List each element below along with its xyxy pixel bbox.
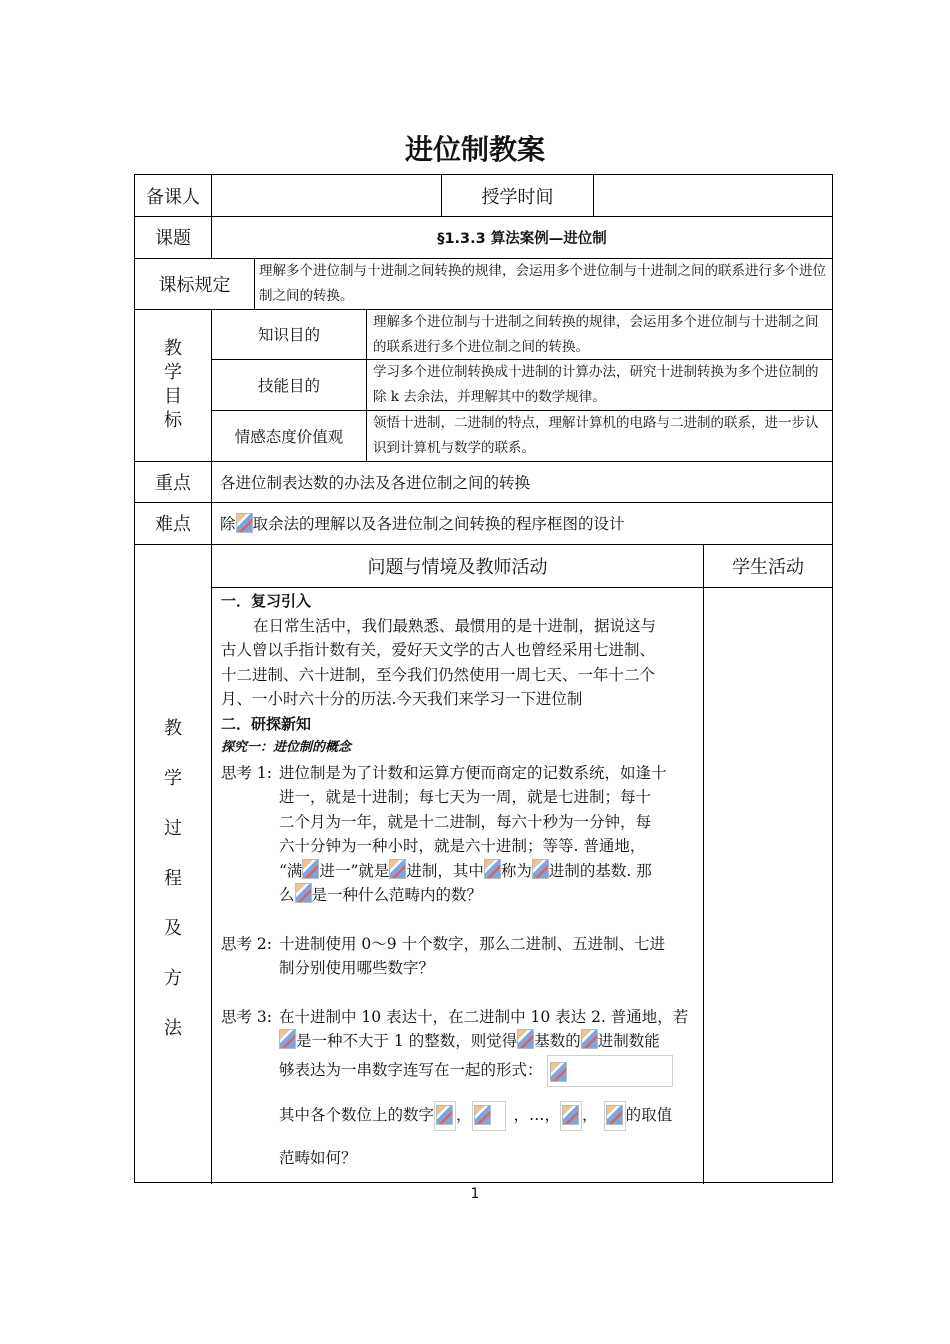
difficulty-label: 难点 bbox=[155, 514, 191, 535]
process-char: 教 bbox=[164, 718, 182, 739]
teaching-time-value bbox=[594, 175, 832, 216]
paragraph-line: 月、一小时六十分的历法.今天我们来学习一下进位制 bbox=[221, 690, 583, 708]
text-run: ， bbox=[456, 1106, 472, 1125]
section-review-title: 一．复习引入 bbox=[221, 592, 312, 610]
text-run: 是一种什么范畴内的数？ bbox=[311, 886, 483, 904]
goals-char: 教 bbox=[164, 338, 182, 359]
formula-image-icon bbox=[550, 1062, 567, 1082]
digit-image bbox=[434, 1101, 456, 1131]
text-run: ， bbox=[582, 1106, 598, 1125]
key-point-label: 重点 bbox=[155, 472, 191, 494]
paragraph-line: 在十进制中 10 表达十，在二进制中 10 表达 2. 普通地，若 bbox=[279, 1007, 689, 1026]
process-char: 学 bbox=[164, 768, 182, 789]
goal-skill-label: 技能目的 bbox=[257, 376, 320, 395]
teaching-process-label bbox=[135, 544, 211, 1184]
goal-skill-text: 学习多个进位制转换成十进制的计算办法，研究十进制转换为多个进位制的除 k 去余法，并理解其中的数学规律。 bbox=[373, 364, 819, 405]
text-run: 么 bbox=[279, 886, 295, 904]
goal-knowledge-label: 知识目的 bbox=[257, 326, 320, 344]
topic-label: 课题 bbox=[155, 228, 191, 249]
digit-image bbox=[560, 1101, 582, 1131]
section-explore-title: 二．研探新知 bbox=[221, 714, 312, 733]
paragraph-line: 在日常生活中，我们最熟悉、最惯用的是十进制，据说这与 bbox=[253, 616, 657, 635]
formula-image-icon bbox=[302, 859, 319, 879]
paragraph-line: 六十分钟为一种小时，就是六十进制；等等. 普通地， bbox=[279, 837, 646, 855]
question-label: 思考 3: bbox=[221, 1007, 273, 1026]
formula-image-icon bbox=[474, 1105, 491, 1125]
formula-image-icon bbox=[389, 859, 406, 879]
question-1 bbox=[221, 761, 701, 908]
difficulty-prefix: 除 bbox=[220, 515, 236, 533]
goals-char: 目 bbox=[164, 386, 182, 407]
teacher-activity-header: 问题与情境及教师活动 bbox=[367, 556, 548, 578]
formula-image-icon bbox=[581, 1029, 598, 1049]
process-char: 方 bbox=[164, 968, 182, 989]
goal-attitude-text: 领悟十进制，二进制的特点，理解计算机的电路与二进制的联系，进一步认识到计算机与数学的联系。 bbox=[373, 415, 819, 456]
formula-image-icon bbox=[517, 1029, 534, 1049]
text-run: 够表达为一串数字连写在一起的形式： bbox=[279, 1061, 543, 1080]
goal-attitude-label: 情感态度价值观 bbox=[234, 427, 344, 446]
process-char: 程 bbox=[164, 868, 182, 889]
text-run: ，…， bbox=[513, 1106, 561, 1125]
formula-image-icon bbox=[484, 859, 501, 879]
difficulty-suffix: 取余法的理解以及各进位制之间转换的程序框图的设计 bbox=[252, 515, 625, 533]
page-title: 进位制教案 bbox=[404, 133, 545, 166]
text-run: 的取值 bbox=[625, 1106, 673, 1125]
difficulty-text bbox=[220, 502, 820, 544]
formula-image-icon bbox=[562, 1105, 579, 1125]
formula-image-icon bbox=[436, 1105, 453, 1125]
topic-value: §1.3.3 算法案例—进位制 bbox=[437, 230, 607, 247]
text-run: 进制的基数. 那 bbox=[548, 861, 652, 880]
preparer-label: 备课人 bbox=[146, 186, 200, 208]
text-run: 进制，其中 bbox=[406, 861, 484, 880]
process-char: 法 bbox=[164, 1018, 182, 1039]
formula-image-icon bbox=[279, 1029, 296, 1049]
goals-char: 标 bbox=[164, 410, 182, 431]
teaching-goals-label bbox=[135, 309, 211, 461]
paragraph-line bbox=[279, 1029, 688, 1054]
paragraph-line: 十进制使用 0～9 十个数字，那么二进制、五进制、七进 bbox=[279, 934, 666, 953]
paragraph-line: 范畴如何？ bbox=[279, 1148, 357, 1167]
formula-image-icon bbox=[532, 859, 549, 879]
text-run: 其中各个数位上的数字 bbox=[279, 1106, 435, 1125]
curriculum-standard-text: 理解多个进位制与十进制之间转换的规律，会运用多个进位制与十进制之间的联系进行多个进位制之间的转换。 bbox=[259, 263, 826, 304]
student-activity-header: 学生活动 bbox=[732, 556, 804, 578]
digit-image bbox=[604, 1101, 626, 1131]
process-char: 过 bbox=[164, 818, 182, 839]
goal-knowledge-text: 理解多个进位制与十进制之间转换的规律，会运用多个进位制与十进制之间的联系进行多个进位制之间的转换。 bbox=[373, 313, 819, 355]
formula-image-icon bbox=[295, 883, 312, 903]
text-run: 称为 bbox=[500, 861, 532, 880]
paragraph-line bbox=[279, 1054, 688, 1088]
digit-image bbox=[472, 1101, 506, 1131]
paragraph-line: 二个月为一年，就是十二进制，每六十秒为一分钟，每 bbox=[279, 812, 652, 831]
question-label: 思考 1: bbox=[221, 763, 273, 782]
formula-image-icon bbox=[606, 1105, 623, 1125]
text-run: 进制数能 bbox=[597, 1032, 660, 1050]
preparer-value bbox=[212, 175, 441, 216]
lesson-plan-table bbox=[134, 174, 833, 1183]
teaching-time-label: 授学时间 bbox=[481, 186, 554, 208]
paragraph-line bbox=[279, 859, 667, 884]
lesson-content bbox=[221, 589, 701, 1170]
paragraph-line bbox=[279, 883, 667, 908]
question-3 bbox=[221, 1005, 701, 1171]
text-run: 是一种不大于 1 的整数，则觉得 bbox=[296, 1032, 518, 1050]
formula-image-icon bbox=[236, 513, 253, 533]
paragraph-line: 进位制是为了计数和运算方便而商定的记数系统，如逢十 bbox=[279, 763, 667, 782]
process-char: 及 bbox=[164, 918, 182, 939]
key-point-text: 各进位制表达数的办法及各进位制之间的转换 bbox=[220, 473, 531, 492]
paragraph-line: 十二进制、六十进制，至今我们仍然使用一周七天、一年十二个 bbox=[221, 665, 656, 684]
question-2 bbox=[221, 932, 701, 981]
text-run: 进一”就是 bbox=[319, 861, 390, 880]
paragraph-line: 古人曾以手指计数有关，爱好天文学的古人也曾经采用七进制、 bbox=[221, 641, 656, 659]
goals-char: 学 bbox=[164, 362, 182, 383]
paragraph-line bbox=[279, 1094, 688, 1138]
explore-one-title: 探究一：进位制的概念 bbox=[221, 740, 352, 755]
question-label: 思考 2: bbox=[221, 934, 273, 953]
text-run: “满 bbox=[279, 861, 303, 880]
text-run: 基数的 bbox=[534, 1032, 581, 1050]
curriculum-standard-label: 课标规定 bbox=[158, 274, 231, 296]
paragraph-line: 制分别使用哪些数字？ bbox=[279, 959, 435, 977]
number-expression-image bbox=[547, 1055, 673, 1087]
paragraph-line: 进一，就是十进制；每七天为一周，就是七进制；每十 bbox=[279, 788, 652, 806]
page-number: 1 bbox=[470, 1186, 480, 1202]
